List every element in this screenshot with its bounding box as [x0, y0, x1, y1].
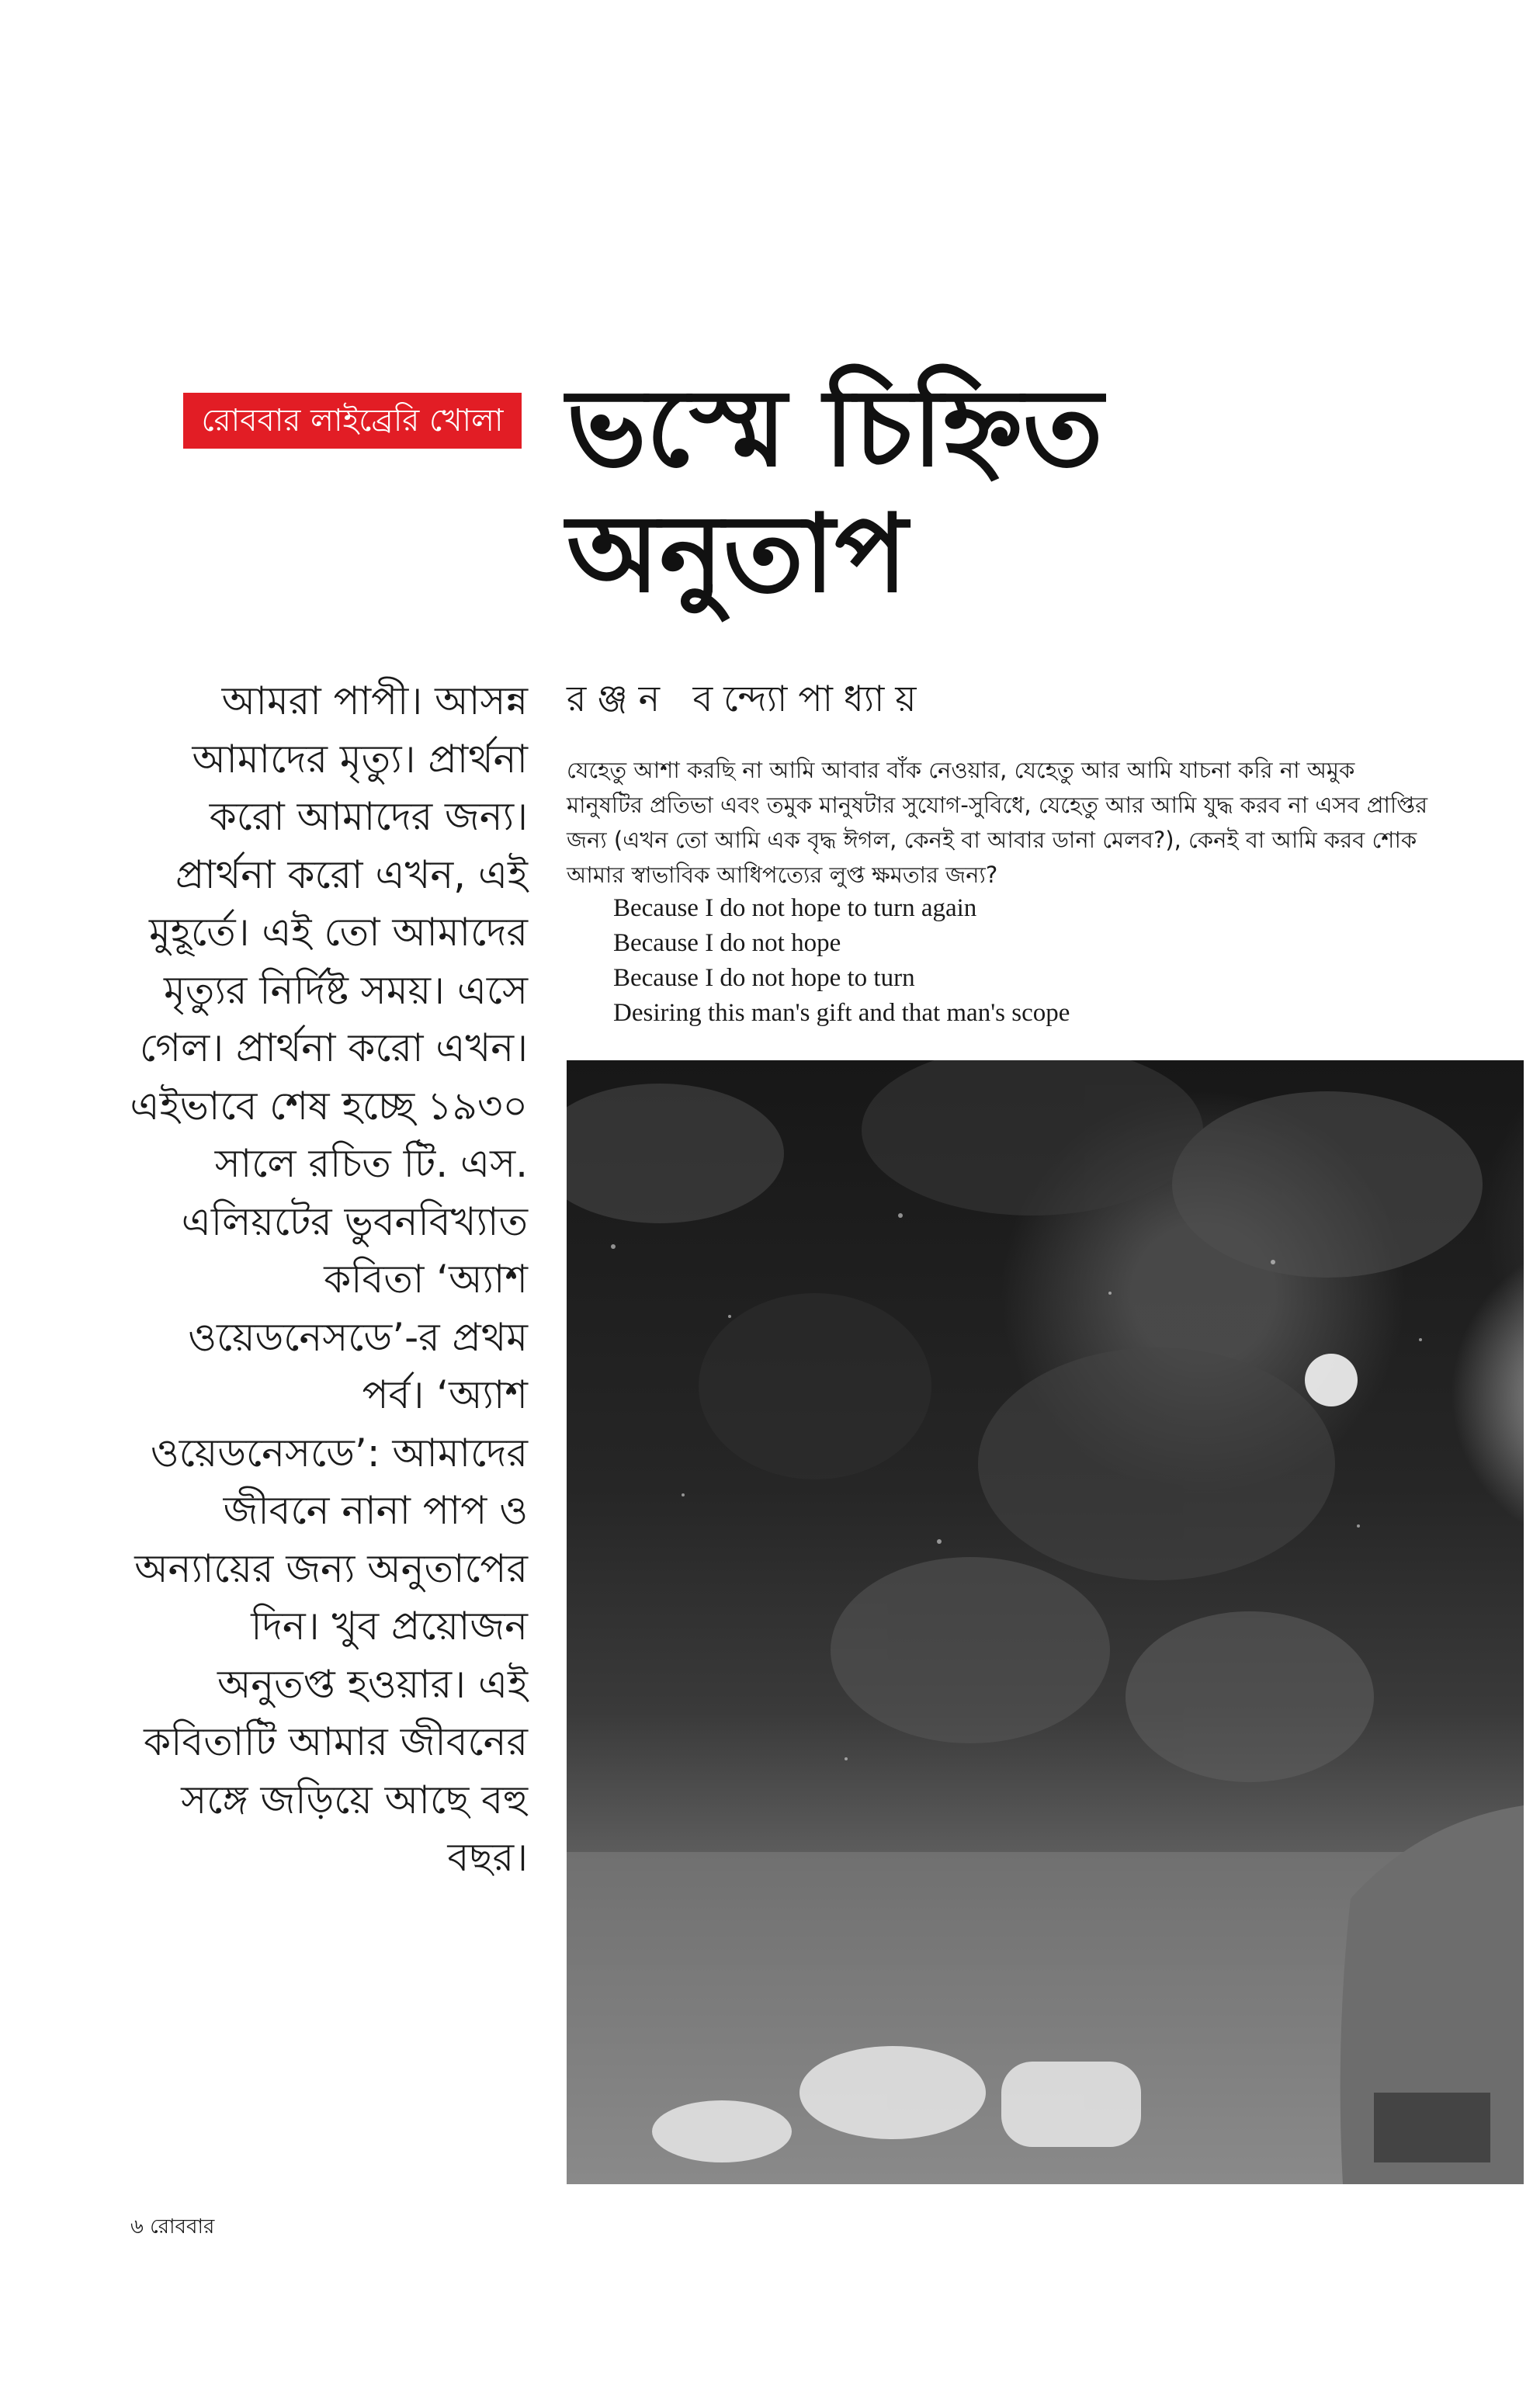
page-folio: ৬ রোববার	[130, 2215, 215, 2239]
section-tag: রোববার লাইব্রেরি খোলা	[183, 393, 522, 449]
standfirst: আমরা পাপী। আসন্ন আমাদের মৃত্যু। প্রার্থনা করো আমাদের জন্য। প্রার্থনা করো এখন, এই মুহূর্তে। এই তো আমাদের মৃত্যুর নির্দিষ্ট সময়। এসে গেল। প্রার্থনা করো এখন। এইভাবে শেষ হচ্ছে ১৯৩০ সালে রচিত টি. এস. এলিয়টের ভুবনবিখ্যাত কবিতা ‘অ্যাশ ওয়েডনেসডে’-র প্রথম পর্ব। ‘অ্যাশ ওয়েডনেসডে’: আমাদের জীবনে নানা পাপ ও অন্যায়ের জন্য অনুতাপের দিন। খুব প্রয়োজন অনুতপ্ত হওয়ার। এই কবিতাটি আমার জীবনের সঙ্গে জড়িয়ে আছে বহু বছর।	[130, 678, 528, 1880]
light-flare	[1305, 1354, 1358, 1406]
headline-line-2: অনুতাপ	[567, 490, 908, 616]
chair	[1374, 2093, 1490, 2162]
verse-line: Because I do not hope to turn again	[613, 894, 977, 922]
garden-photo	[567, 1060, 1524, 2184]
bengali-verse-translation: যেহেতু আশা করছি না আমি আবার বাঁক নেওয়ার, যেহেতু আর আমি যাচনা করি না অমুক মানুষটির প্রতিভা এবং তমুক মানুষটার সুযোগ-সুবিধে, যেহেতু আর আমি যুদ্ধ করব না এসব প্রাপ্তির জন্য (এখন তো আমি এক বৃদ্ধ ঈগল, কেনই বা আবার ডানা মেলব?), কেনই বা আমি করব শোক আমার স্বাভাবিক আধিপত্যের লুপ্ত ক্ষমতার জন্য?	[567, 757, 1428, 888]
verse-line: Because I do not hope	[613, 929, 841, 957]
foliage-shapes	[567, 1060, 1483, 1782]
verse-line: Desiring this man's gift and that man's scope	[613, 999, 1070, 1027]
headline-line-1: ভস্মে চিহ্নিত	[567, 364, 1104, 491]
verse-line: Because I do not hope to turn	[613, 964, 915, 992]
photo-scene	[567, 1060, 1524, 2184]
headline	[567, 365, 1343, 616]
byline: রঞ্জন বন্দ্যোপাধ্যায়	[567, 678, 928, 720]
english-verse	[613, 891, 1428, 1031]
